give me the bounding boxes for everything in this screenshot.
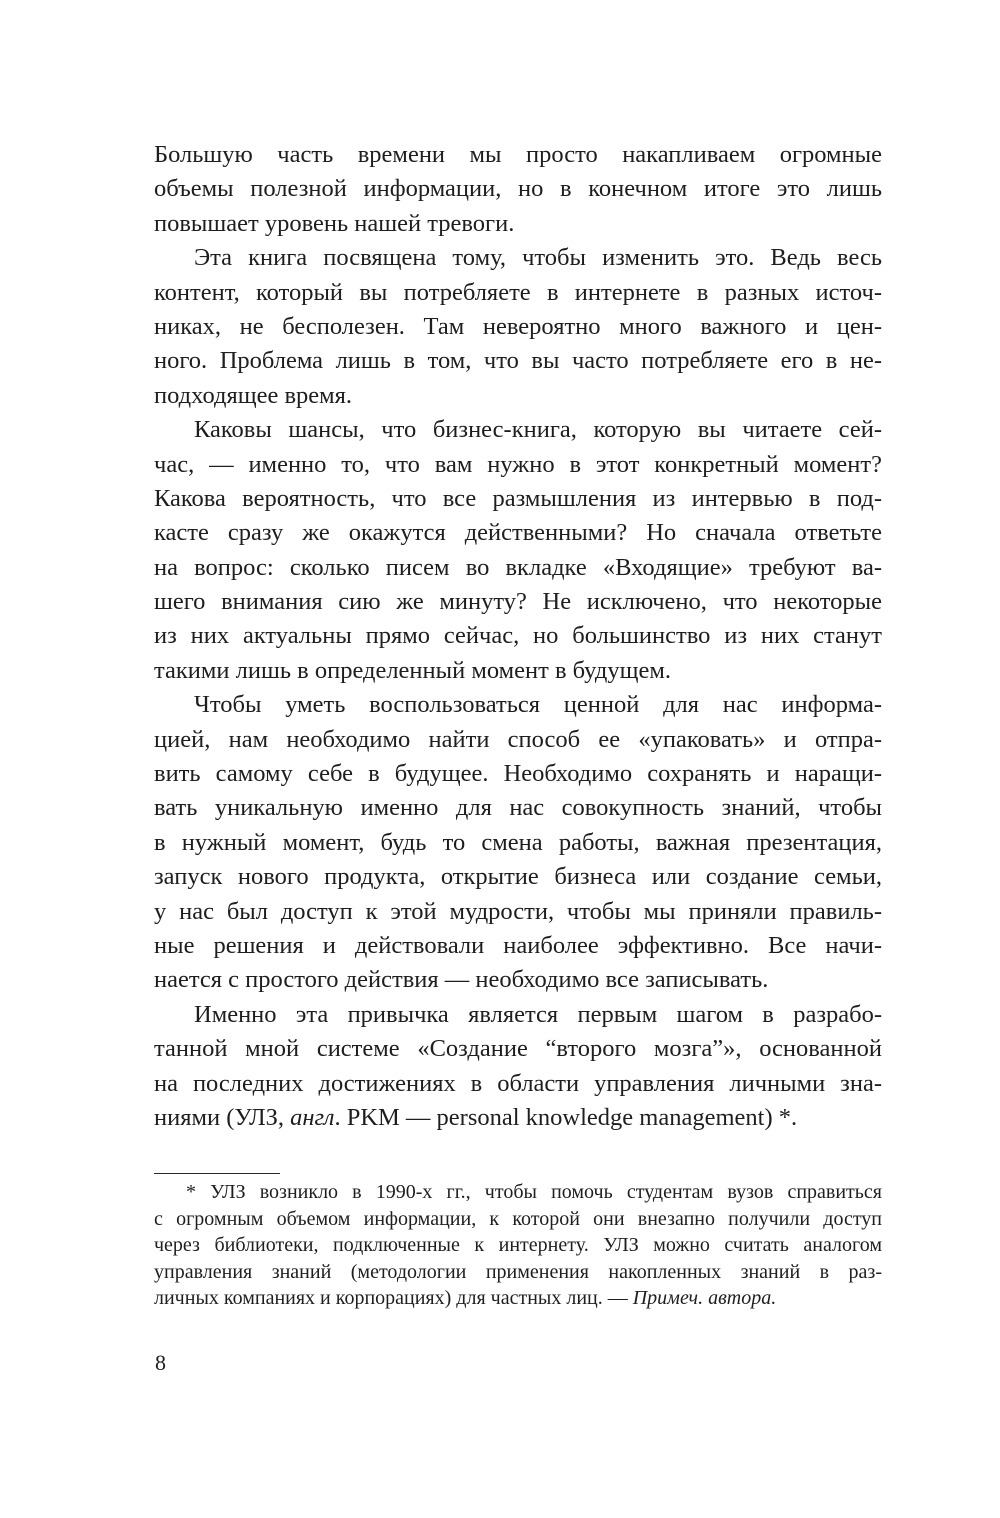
text-line: из них актуальны прямо сейчас, но большинство из них станут (154, 622, 882, 650)
paragraph-5 (154, 998, 882, 1136)
paragraph-1 (154, 138, 882, 241)
text-line: вать уникальную именно для нас совокупность знаний, чтобы (154, 794, 882, 822)
text-line: повышает уровень нашей тревоги. (154, 209, 515, 237)
text-line: нается с простого действия — необходимо все записывать. (154, 966, 769, 994)
text-line: танной мной системе «Создание “второго мозга”», основанной (154, 1035, 882, 1063)
italic-abbreviation: англ (290, 1103, 335, 1131)
text-line: вить самому себе в будущее. Необходимо сохранять и наращи- (154, 760, 882, 788)
author-note: Примеч. автора. (632, 1287, 777, 1309)
text-line: касте сразу же окажутся действенными? Но сначала ответьте (154, 519, 882, 547)
footnote-line: через библиотеки, подключенные к интернету. УЛЗ можно считать аналогом (154, 1234, 882, 1256)
text-line: объемы полезной информации, но в конечном итоге это лишь (154, 175, 882, 203)
text-segment: . PKM — personal knowledge management) *. (334, 1103, 798, 1131)
text-line: Какова вероятность, что все размышления из интервью в под- (154, 484, 882, 512)
text-line (154, 1101, 882, 1135)
footnote-line: * УЛЗ возникло в 1990-х гг., чтобы помочь студентам вузов справиться (186, 1181, 882, 1203)
text-segment: ниями (УЛЗ, (154, 1103, 291, 1131)
text-line: никах, не бесполезен. Там невероятно много важного и цен- (154, 312, 882, 340)
footnote-line: управления знаний (методологии применения накопленных знаний в раз- (154, 1260, 882, 1283)
text-line: Чтобы уметь воспользоваться ценной для нас информа- (194, 691, 882, 719)
footnote-divider (154, 1173, 280, 1174)
text-line: в нужный момент, будь то смена работы, важная презентация, (154, 828, 882, 856)
text-line: Именно эта привычка является первым шагом в разрабо- (194, 1000, 882, 1028)
text-line: такими лишь в определенный момент в будущем. (154, 656, 671, 684)
text-line: Большую часть времени мы просто накапливаем огромные (154, 141, 882, 168)
text-line: контент, который вы потребляете в интернете в разных источ- (154, 278, 882, 306)
footnote-line: с огромным объемом информации, к которой они внезапно получили доступ (154, 1207, 882, 1230)
text-line: Эта книга посвящена тому, чтобы изменить это. Ведь весь (194, 244, 882, 272)
text-line: на последних достижениях в области управления личными зна- (154, 1069, 882, 1097)
text-line: у нас был доступ к этой мудрости, чтобы мы приняли правиль- (154, 897, 882, 925)
text-line: час, — именно то, что вам нужно в этот конкретный момент? (154, 450, 882, 478)
paragraph-4 (154, 688, 882, 998)
text-line: Каковы шансы, что бизнес-книга, которую вы читаете сей- (194, 416, 882, 444)
paragraph-3 (154, 413, 882, 688)
text-segment: личных компаниях и корпорациях) для частных лиц. — (154, 1287, 633, 1309)
paragraph-2 (154, 241, 882, 413)
text-line: на вопрос: сколько писем во вкладке «Входящие» требуют ва- (154, 553, 882, 581)
text-line: ные решения и действовали наиболее эффективно. Все начи- (154, 931, 882, 959)
footnote-line (154, 1285, 882, 1312)
text-line: подходящее время. (154, 381, 353, 409)
page-body (154, 138, 882, 1135)
text-line: цией, нам необходимо найти способ ее «упаковать» и отпра- (154, 725, 882, 753)
text-line: запуск нового продукта, открытие бизнеса или создание семьи, (154, 863, 882, 891)
text-line: шего внимания сию же минуту? Не исключено, что некоторые (154, 588, 882, 616)
page-number: 8 (155, 1350, 166, 1375)
footnote (154, 1179, 882, 1312)
text-line: ного. Проблема лишь в том, что вы часто потребляете его в не- (154, 347, 882, 375)
